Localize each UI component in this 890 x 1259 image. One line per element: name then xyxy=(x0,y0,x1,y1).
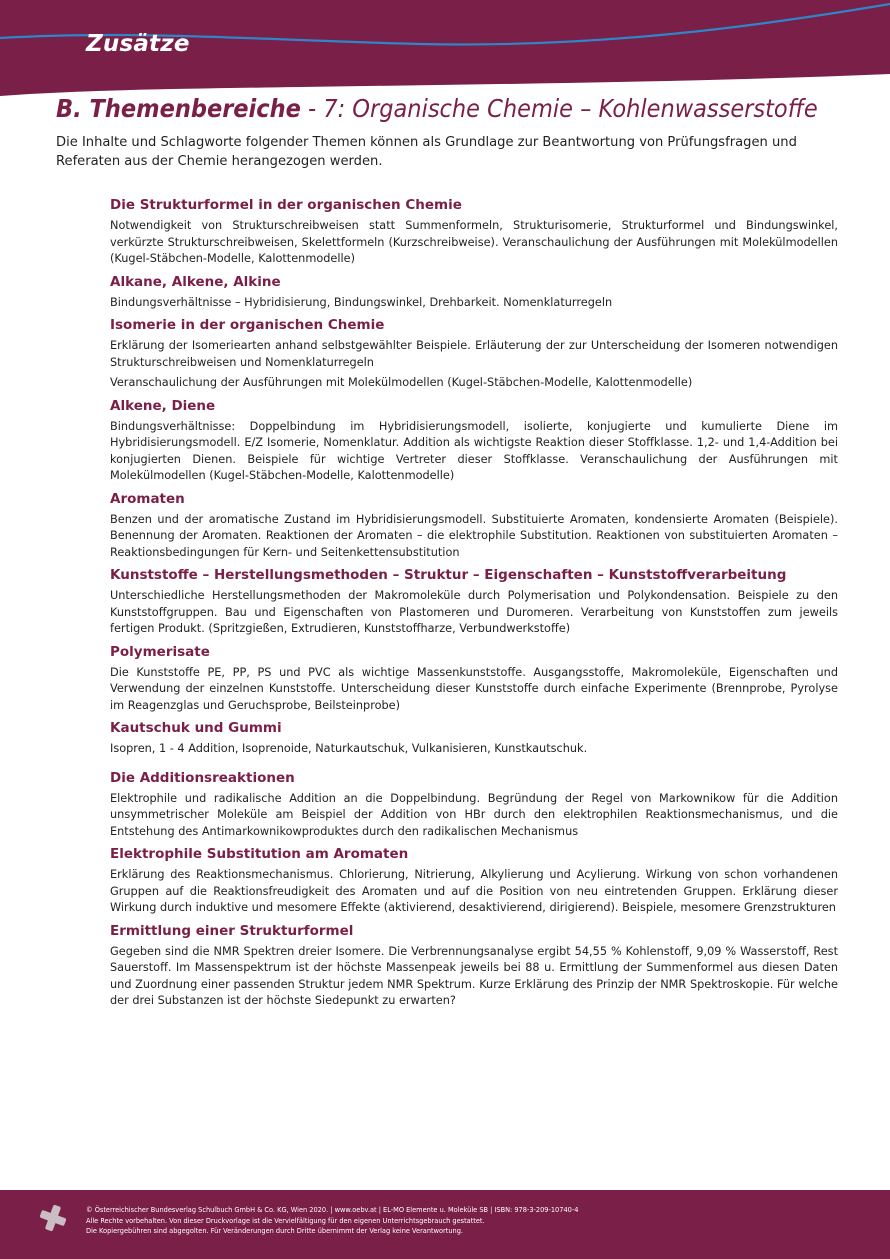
topic-list xyxy=(110,196,838,1015)
topic-heading: Aromaten xyxy=(110,490,185,507)
topic-heading: Kunststoffe – Herstellungsmethoden – Struktur – Eigenschaften – Kunststoffverarbeitung xyxy=(110,567,787,583)
footer-text xyxy=(86,1205,578,1237)
topic-paragraph: Erklärung des Reaktionsmechanismus. Chlorierung, Nitrierung, Alkylierung und Acylierung. Wirkung von schon vorhandenen Gruppen auf die Reaktionsfreudigkeit des Aromaten und auf die Position von neu eintretenden Gruppen. Erklärung dieser Wirkung durch induktive und mesomere Effekte (aktivierend, desaktivierend, dirigierend). Beispiele, mesomere Grenzstrukturen xyxy=(110,868,838,914)
footer-line-copyright: © Österreichischer Bundesverlag Schulbuch GmbH & Co. KG, Wien 2020. | www.oebv.at | EL-MO Elemente u. Moleküle SB | ISBN: 978-3-209-10740-4 xyxy=(86,1206,579,1214)
topic-paragraph: Die Kunststoffe PE, PP, PS und PVC als wichtige Massenkunststoffe. Ausgangsstoffe, Makromoleküle, Eigenschaften und Verwendung der einzelnen Kunststoffe. Unterscheidung dieser Kunststoffe durch einfache Experimente (Brennprobe, Pyrolyse im Reagenzglas und Geruchsprobe, Beilsteinprobe) xyxy=(110,665,838,712)
topic-section xyxy=(110,490,838,562)
topic-heading: Alkane, Alkene, Alkine xyxy=(110,273,281,290)
footer-line-fees: Die Kopiergebühren sind abgegolten. Für Veränderungen durch Dritte übernimmt der Verlag keine Verantwortung. xyxy=(86,1227,463,1235)
page-title-rest: - 7: Organische Chemie – Kohlenwasserstoffe xyxy=(300,94,818,123)
topic-section xyxy=(110,769,838,841)
topic-paragraph: Notwendigkeit von Strukturschreibweisen statt Summenformeln, Strukturisomerie, Strukturformel und Bindungswinkel, verkürzte Strukturschreibweisen, Skelettformeln (Kurzschreibweise). Veranschaulichung der Ausführungen mit Molekülmodellen (Kugel-Stäbchen-Modelle, Kalottenmodelle) xyxy=(110,219,838,265)
header-banner xyxy=(0,0,890,100)
topic-paragraph: Elektrophile und radikalische Addition an die Doppelbindung. Begründung der Regel von Markownikow für die Addition unsymmetrischer Moleküle am Beispiel der Addition von HBr durch den elektrophilen Reaktionsmechanismus, und die Entstehung des Antimarkownikowproduktes durch den radikalischen Mechanismus xyxy=(110,791,838,838)
topic-section xyxy=(110,643,838,715)
topic-heading: Die Strukturformel in der organischen Chemie xyxy=(110,197,462,213)
topic-section xyxy=(110,922,838,1010)
topic-heading: Elektrophile Substitution am Aromaten xyxy=(110,846,409,862)
intro-text: Die Inhalte und Schlagworte folgender Themen können als Grundlage zur Beantwortung von Prüfungsfragen und Referaten aus der Chemie herangezogen werden. xyxy=(56,135,797,169)
topic-paragraph: Gegeben sind die NMR Spektren dreier Isomere. Die Verbrennungsanalyse ergibt 54,55 % Kohlenstoff, 9,09 % Wasserstoff, Rest Sauerstoff. Im Massenspektrum ist der höchste Massenpeak jeweils bei 88 u. Ermittlung der Summenformel aus diesen Daten und Zuordnung einer passenden Struktur jedem NMR Spektrum. Kurze Erklärung des Prinzip der NMR Spektroskopie. Für welche der drei Substanzen ist der höchste Siedepunkt zu erwarten? xyxy=(110,944,838,1007)
topic-paragraph: Isopren, 1 - 4 Addition, Isoprenoide, Naturkautschuk, Vulkanisieren, Kunstkautschuk. xyxy=(110,742,588,755)
topic-section xyxy=(110,397,838,485)
topic-paragraph: Bindungsverhältnisse: Doppelbindung im Hybridisierungsmodell, isolierte, konjugierte und kumulierte Diene im Hybridisierungsmodell. E/Z Isomerie, Nomenklatur. Addition als wichtigste Reaktion dieser Stoffklasse. 1,2- und 1,4-Addition bei konjugierten Dienen. Beispiele für wichtige Vertreter dieser Stoffklasse. Veranschaulichung der Ausführungen mit Molekülmodellen (Kugel-Stäbchen-Modelle, Kalottenmodelle) xyxy=(110,419,838,482)
topic-section xyxy=(110,316,838,392)
topic-section xyxy=(110,273,838,312)
page-title xyxy=(56,94,818,123)
footer-line-rights: Alle Rechte vorbehalten. Von dieser Druckvorlage ist die Vervielfältigung für den eigenen Unterrichtsgebrauch gestattet. xyxy=(86,1216,485,1225)
topic-heading: Ermittlung einer Strukturformel xyxy=(110,922,354,939)
topic-paragraph: Unterschiedliche Herstellungsmethoden der Makromoleküle durch Polymerisation und Polykondensation. Beispiele zu den Kunststoffgruppen. Bau und Eigenschaften von Plastomeren und Duromeren. Verarbeitung von Kunststoffen zum jeweils fertigen Produkt. (Spritzgießen, Extrudieren, Kunststoffharze, Verbundwerkstoffe) xyxy=(110,589,838,635)
topic-section xyxy=(110,719,838,758)
topic-paragraph: Bindungsverhältnisse – Hybridisierung, Bindungswinkel, Drehbarkeit. Nomenklaturregeln xyxy=(110,295,613,309)
topic-section xyxy=(110,845,838,917)
topic-paragraph: Veranschaulichung der Ausführungen mit Molekülmodellen (Kugel-Stäbchen-Modelle, Kalottenmodelle) xyxy=(110,376,693,389)
topic-section xyxy=(110,566,838,638)
topic-paragraph: Benzen und der aromatische Zustand im Hybridisierungsmodell. Substituierte Aromaten, kondensierte Aromaten (Beispiele). Benennung der Aromaten. Reaktionen der Aromaten – die elektrophile Substitution. Reaktionen von substituierten Aromaten – Reaktionsbedingungen für Kern- und Seitenkettensubstitution xyxy=(110,512,838,559)
publisher-logo-icon xyxy=(38,1203,68,1233)
topic-heading: Polymerisate xyxy=(110,643,210,660)
topic-paragraph: Erklärung der Isomeriearten anhand selbstgewählter Beispiele. Erläuterung der zur Unterscheidung der Isomeren notwendigen Strukturschreibweisen und Nomenklaturregeln xyxy=(110,339,838,369)
topic-heading: Die Additionsreaktionen xyxy=(110,769,295,786)
topic-heading: Kautschuk und Gummi xyxy=(110,720,282,736)
header-title: Zusätze xyxy=(86,31,190,57)
footer xyxy=(0,1190,890,1259)
topic-heading: Isomerie in der organischen Chemie xyxy=(110,317,385,333)
topic-heading: Alkene, Diene xyxy=(110,397,216,414)
topic-section xyxy=(110,196,838,268)
page-title-bold: B. Themenbereiche xyxy=(56,94,301,123)
